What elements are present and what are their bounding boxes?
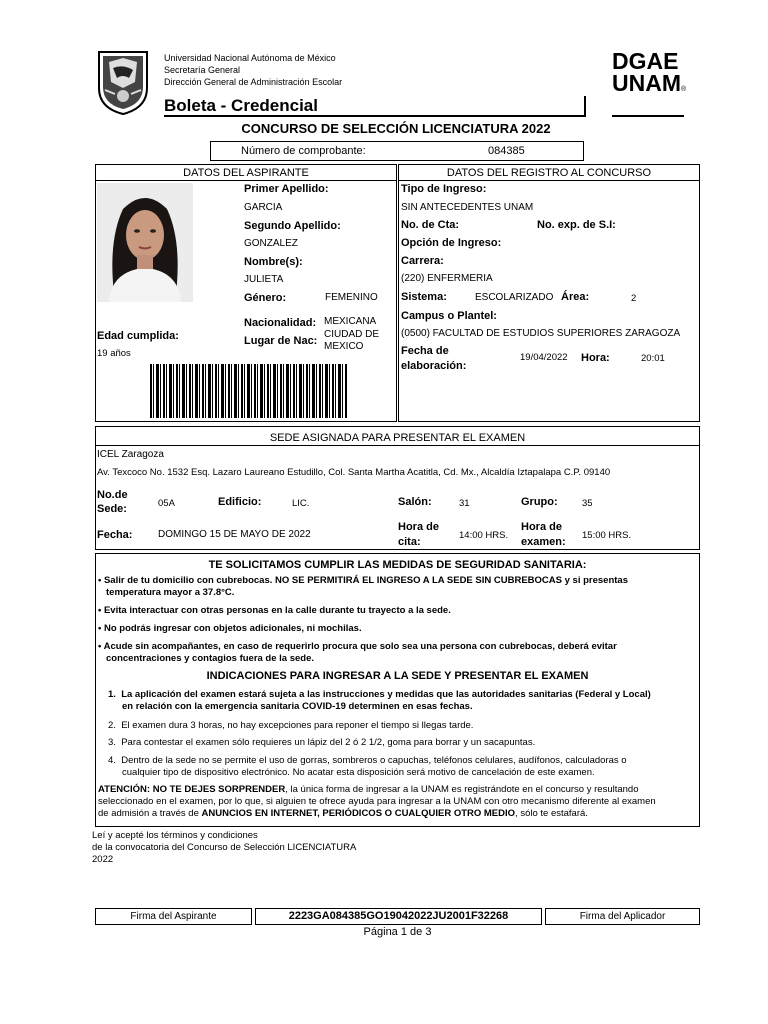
registro-section-title: DATOS DEL REGISTRO AL CONCURSO [446,167,652,179]
seguridad-item-2: • Evita interactuar con otras personas en la calle durante tu trayecto a la sede. [98,605,451,616]
lugar-nac-line1: CIUDAD DE [324,329,380,340]
hora-cita-value: 14:00 HRS. [459,530,509,541]
sede-title-rule [95,445,700,446]
genero-label: Género: [244,292,287,304]
seguridad-item-4: • Acude sin acompañantes, en caso de requerirlo procura que solo sea una persona con cubrebocas, deberá evitar concentraciones y contagios fuera de la sede. [98,641,617,664]
university-name: Universidad Nacional Autónoma de México [164,53,336,63]
firma-aplicador-box [545,908,700,925]
codigo-value: 2223GA084385GO19042022JU2001F32268 [288,910,509,922]
grupo-label: Grupo: [521,496,558,508]
atencion-notice: ATENCIÓN: NO TE DEJES SORPRENDER, la única forma de ingresar a la UNAM es registrándote en el concurso y resultando seleccionado en el examen, por lo que, si alguien te ofrece ayuda para ingresar a la UNAM con otro mecanismo diferente al examen de admisión a través de ANUNCIOS EN INTERNET, PERIÓDICOS O CUALQUIER OTRO MEDIO, sólo te estafará. [98,784,656,819]
edad-label: Edad cumplida: [97,330,179,342]
nombres-label: Nombre(s): [244,256,303,268]
seguridad-item-3: • No podrás ingresar con objetos adicionales, ni mochilas. [98,623,362,634]
dgae-logo: DGAE UNAM® [612,48,687,96]
firma-aspirante-label: Firma del Aspirante [130,911,217,922]
hora-examen-value: 15:00 HRS. [582,530,632,541]
opcion-ingreso-label: Opción de Ingreso: [401,237,502,249]
sistema-value: ESCOLARIZADO [475,292,554,303]
page-indicator: Página 1 de 3 [363,926,432,938]
title-divider [584,96,586,117]
fecha-elaboracion-value: 19/04/2022 [520,352,568,363]
secretaria-name: Secretaría General [164,65,241,75]
fecha-elaboracion-label-2: elaboración: [401,360,467,372]
primer-apellido-label: Primer Apellido: [244,183,329,195]
indicacion-item-4: 4. Dentro de la sede no se permite el uso de gorras, sombreros o capuchas, teléfonos celulares, audífonos, calculadoras o cualquier tipo de dispositivo electrónico. No acatar esta disposición será motivo de cancelación de este examen. [108,755,627,778]
receipt-number: 084385 [488,145,525,157]
sistema-label: Sistema: [401,291,447,303]
hora-label: Hora: [581,352,610,364]
indicacion-item-3: 3. Para contestar el examen sólo requieres un lápiz del 2 ó 2 1/2, goma para borrar y un sacapuntas. [108,737,536,748]
aspirante-section-title: DATOS DEL ASPIRANTE [183,167,309,179]
hora-examen-label-2: examen: [521,536,566,548]
seguridad-title: TE SOLICITAMOS CUMPLIR LAS MEDIDAS DE SEGURIDAD SANITARIA: [208,559,587,571]
genero-value: FEMENINO [325,292,378,303]
edad-value: 19 años [97,348,131,359]
indicacion-item-2: 2. El examen dura 3 horas, no hay excepciones para reponer el tiempo si llegas tarde. [108,720,474,731]
firma-aspirante-box [95,908,252,925]
seguridad-item-1: • Salir de tu domicilio con cubrebocas. NO SE PERMITIRÁ EL INGRESO A LA SEDE SIN CUBREBOCAS y si presentas temperatura mayor a 37.8°C. [98,575,628,598]
hora-value: 20:01 [641,353,665,364]
nacionalidad-label: Nacionalidad: [244,317,317,329]
applicant-photo [97,183,193,302]
barcode [150,364,348,418]
area-label: Área: [561,291,590,303]
campus-value: (0500) FACULTAD DE ESTUDIOS SUPERIORES ZARAGOZA [401,328,681,339]
primer-apellido-value: GARCIA [244,202,283,213]
lugar-nac-line2: MEXICO [324,341,364,352]
firma-aplicador-label: Firma del Aplicador [579,911,666,922]
nacionalidad-value: MEXICANA [324,316,377,327]
title-underline [164,115,584,117]
tipo-ingreso-label: Tipo de Ingreso: [401,183,487,195]
no-sede-label-1: No.de [97,489,128,501]
registro-title-rule [398,180,700,181]
sede-fecha-value: DOMINGO 15 DE MAYO DE 2022 [158,529,311,540]
aspirante-title-rule [95,180,397,181]
grupo-value: 35 [582,498,593,509]
area-value: 2 [631,293,637,304]
edificio-label: Edificio: [218,496,262,508]
salon-label: Salón: [398,496,432,508]
no-sede-value: 05A [158,498,175,509]
edificio-value: LIC. [292,498,310,509]
hora-examen-label-1: Hora de [521,521,562,533]
logo-underline [612,115,684,117]
carrera-label: Carrera: [401,255,444,267]
segundo-apellido-value: GONZALEZ [244,238,298,249]
indicaciones-title: INDICACIONES PARA INGRESAR A LA SEDE Y PRESENTAR EL EXAMEN [206,670,589,682]
terms-text: Leí y acepté los términos y condiciones de la convocatoria del Concurso de Selección LICENCIATURA 2022 [92,830,357,865]
fecha-elaboracion-label-1: Fecha de [401,345,449,357]
campus-label: Campus o Plantel: [401,310,497,322]
contest-title: CONCURSO DE SELECCIÓN LICENCIATURA 2022 [241,121,551,136]
sede-nombre: ICEL Zaragoza [97,449,164,460]
receipt-label: Número de comprobante: [241,145,366,157]
hora-cita-label-2: cita: [398,536,421,548]
tipo-ingreso-value: SIN ANTECEDENTES UNAM [401,202,534,213]
indicacion-item-1: 1. La aplicación del examen estará sujeta a las instrucciones y medidas que las autoridades sanitarias (Federal y Local) en relación con la emergencia sanitaria COVID-19 determinen en esas fechas. [108,689,651,712]
sede-section-title: SEDE ASIGNADA PARA PRESENTAR EL EXAMEN [269,432,526,444]
codigo-box [255,908,542,925]
sede-fecha-label: Fecha: [97,529,133,541]
doc-title: Boleta - Credencial [164,96,318,115]
carrera-value: (220) ENFERMERIA [401,273,493,284]
no-exp-label: No. exp. de S.I: [537,219,616,231]
no-sede-label-2: Sede: [97,503,127,515]
lugar-nac-label: Lugar de Nac: [244,335,318,347]
segundo-apellido-label: Segundo Apellido: [244,220,341,232]
unam-seal [95,48,151,116]
receipt-box [210,141,584,161]
sede-direccion: Av. Texcoco No. 1532 Esq. Lazaro Laureano Estudillo, Col. Santa Martha Acatitla, Cd. Mx., Alcaldía Iztapalapa C.P. 09140 [97,467,611,478]
direccion-name: Dirección General de Administración Escolar [164,77,343,87]
nombres-value: JULIETA [244,274,284,285]
hora-cita-label-1: Hora de [398,521,439,533]
no-cta-label: No. de Cta: [401,219,460,231]
salon-value: 31 [459,498,470,509]
